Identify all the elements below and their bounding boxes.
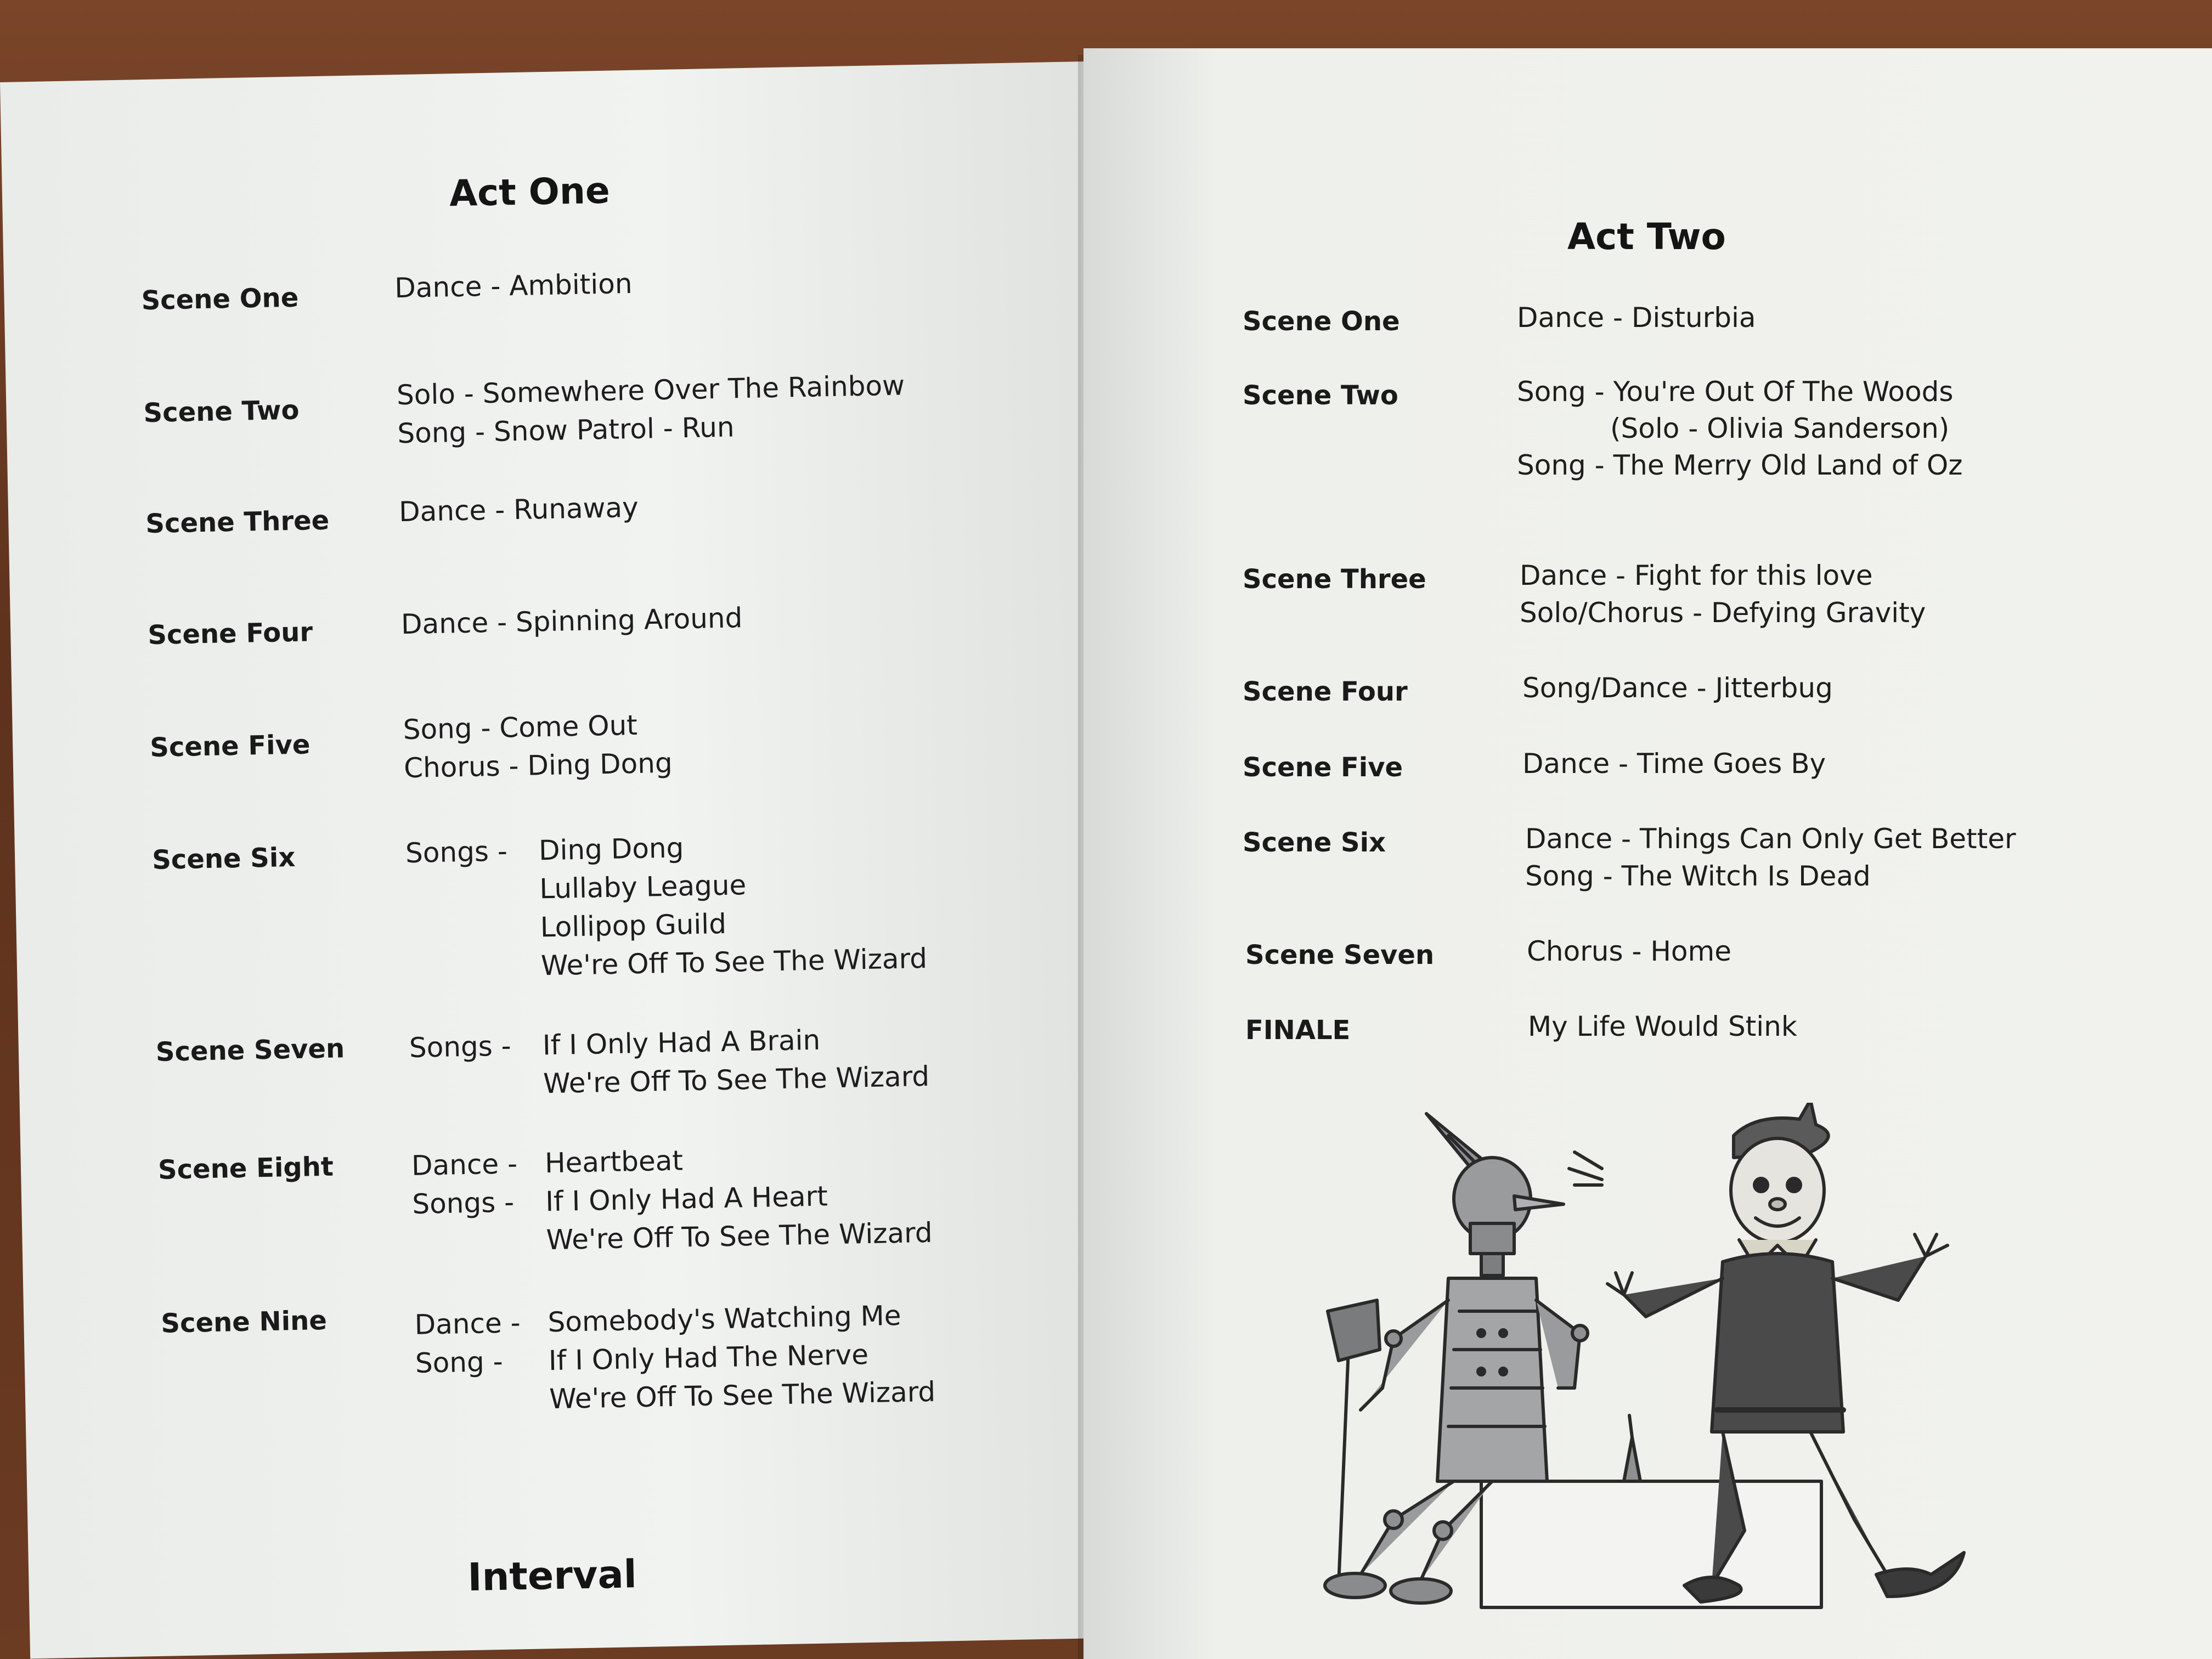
act-one-scene-label: Scene One	[141, 282, 299, 317]
tin-man-scarecrow-illustration	[1317, 1103, 1986, 1613]
act-one-item-line: Song - Snow Patrol - Run	[397, 411, 735, 450]
act-one-item-line: Ding Dong	[538, 832, 684, 867]
act-two-finale-label: FINALE	[1245, 1015, 1351, 1046]
act-two-item-line: Song - The Witch Is Dead	[1525, 860, 1871, 892]
interval-label: Interval	[467, 1551, 637, 1600]
act-two-item-line: Song - The Merry Old Land of Oz	[1517, 449, 1963, 481]
act-one-item-line: Dance - Ambition	[394, 267, 633, 304]
act-one-item-line: Song - Come Out	[403, 709, 638, 746]
act-one-item-line: Lullaby League	[539, 869, 747, 905]
act-two-item-line: Song/Dance - Jitterbug	[1522, 672, 1833, 704]
act-one-item-line: We're Off To See The Wizard	[546, 1216, 933, 1256]
act-two-scene-label: Scene Six	[1243, 827, 1386, 858]
act-two-item-line: (Solo - Olivia Sanderson)	[1610, 413, 1950, 444]
act-one-item-line: If I Only Had A Heart	[545, 1180, 828, 1218]
act-two-item-line: My Life Would Stink	[1528, 1011, 1797, 1042]
act-one-item-line: If I Only Had A Brain	[542, 1024, 821, 1062]
act-one-item-line: Dance - Runaway	[398, 491, 639, 528]
act-two-scene-label: Scene Three	[1243, 564, 1426, 595]
act-one-scene-label: Scene Five	[149, 729, 311, 763]
act-two-item-line: Song - You're Out Of The Woods	[1517, 376, 1954, 408]
act-two-scene-label: Scene Seven	[1245, 940, 1435, 970]
act-two-title: Act Two	[1567, 216, 1726, 258]
act-one-item-line: Lollipop Guild	[540, 907, 727, 944]
act-one-scene-label: Scene Three	[145, 505, 330, 540]
act-one-scene-label: Scene Seven	[155, 1033, 345, 1068]
act-two-item-line: Chorus - Home	[1527, 935, 1731, 967]
act-one-item-line: We're Off To See The Wizard	[543, 1060, 930, 1100]
act-one-item-line: We're Off To See The Wizard	[540, 942, 928, 982]
act-two-item-line: Dance - Disturbia	[1517, 302, 1756, 334]
act-one-item-kind: Songs -	[405, 835, 508, 870]
act-one-scene-label: Scene Eight	[157, 1151, 334, 1186]
act-one-item-line: Heartbeat	[544, 1144, 684, 1180]
act-one-item-line: We're Off To See The Wizard	[549, 1375, 936, 1415]
act-one-item-line: Chorus - Ding Dong	[403, 747, 673, 785]
act-one-item-line: If I Only Had The Nerve	[548, 1339, 869, 1377]
act-one-item-kind: Songs -	[411, 1186, 515, 1220]
left-page	[0, 61, 1122, 1659]
act-two-scene-label: Scene Two	[1243, 380, 1398, 411]
act-two-scene-label: Scene One	[1243, 306, 1400, 337]
act-one-scene-label: Scene Four	[147, 617, 313, 651]
act-one-item-line: Somebody's Watching Me	[548, 1299, 901, 1339]
act-one-item-line: Dance - Spinning Around	[400, 602, 743, 641]
act-one-scene-label: Scene Two	[143, 394, 300, 429]
act-one-item-kind: Dance -	[411, 1148, 518, 1182]
act-one-item-kind: Dance -	[414, 1307, 521, 1341]
act-one-scene-label: Scene Six	[151, 842, 296, 876]
act-two-item-line: Dance - Things Can Only Get Better	[1525, 823, 2016, 855]
act-one-item-line: Solo - Somewhere Over The Rainbow	[396, 369, 905, 411]
act-one-scene-label: Scene Nine	[160, 1305, 328, 1339]
act-two-scene-label: Scene Five	[1243, 752, 1403, 783]
act-two-scene-label: Scene Four	[1243, 676, 1408, 707]
act-one-item-kind: Songs -	[409, 1030, 512, 1064]
act-two-item-line: Solo/Chorus - Defying Gravity	[1520, 597, 1926, 629]
act-two-item-line: Dance - Time Goes By	[1522, 748, 1826, 780]
act-one-item-kind: Song -	[415, 1345, 504, 1379]
act-two-item-line: Dance - Fight for this love	[1520, 560, 1873, 591]
act-one-title: Act One	[449, 169, 611, 215]
